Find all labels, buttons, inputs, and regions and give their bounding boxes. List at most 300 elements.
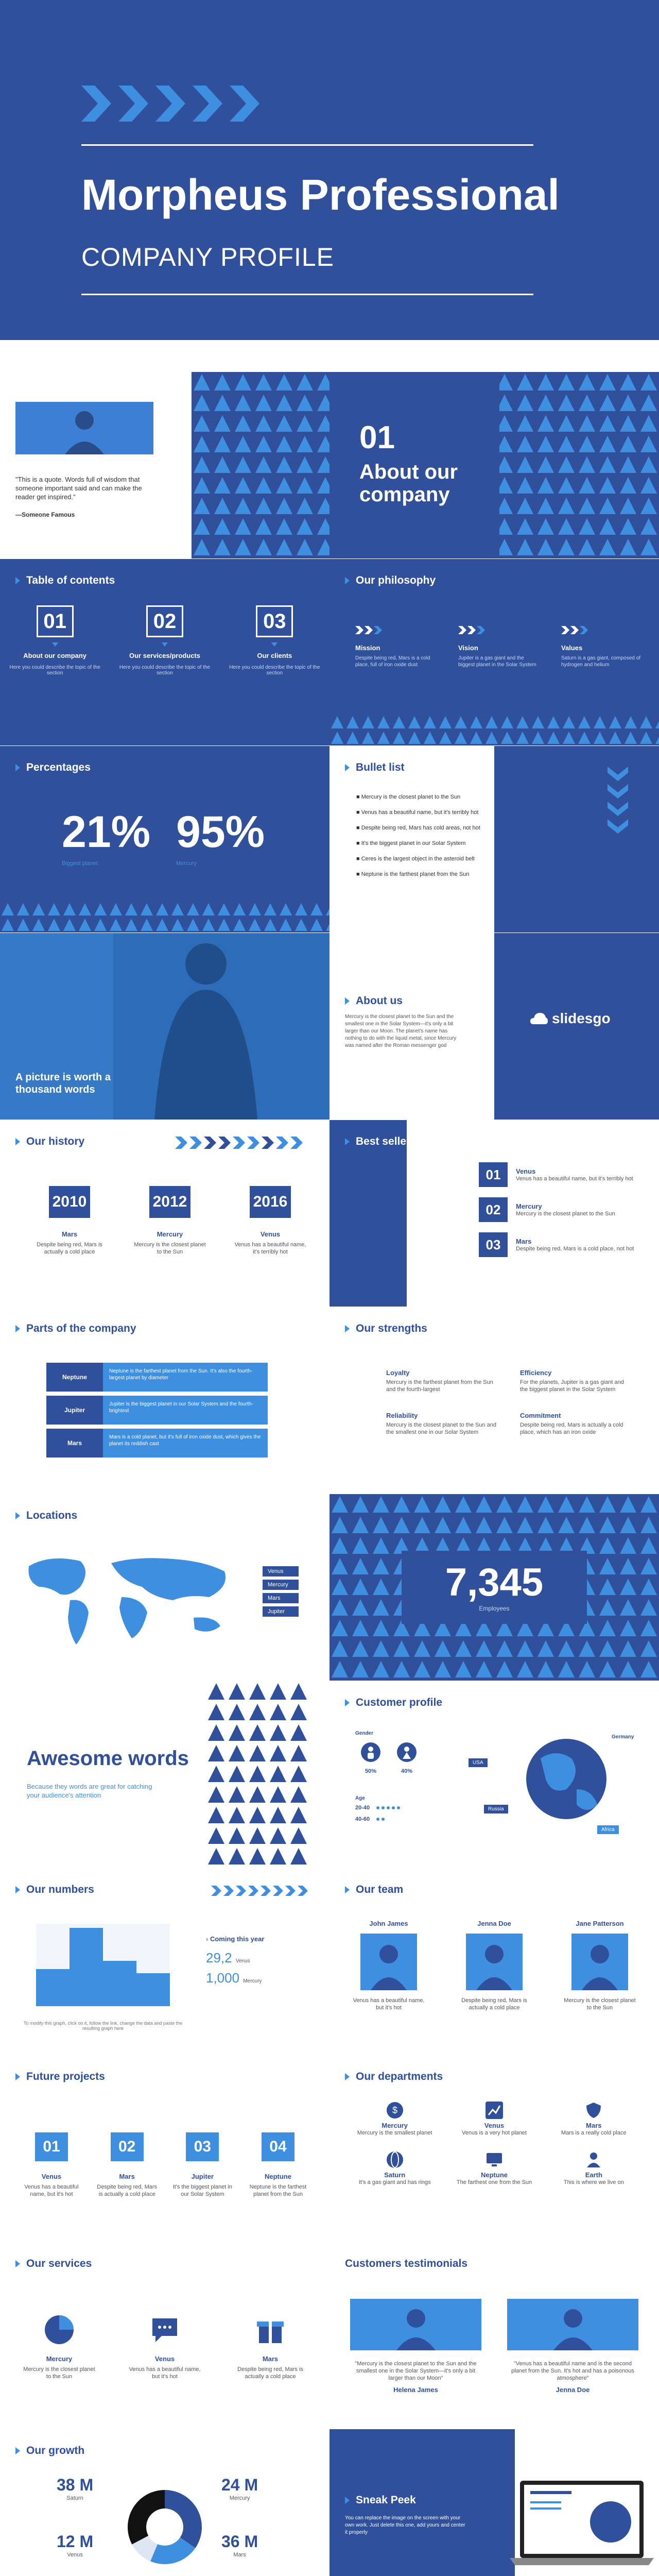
numbers-v2-label: Mercury: [243, 1978, 262, 1984]
testimonial-quote: "Mercury is the closest planet to the Sun and the smallest one in the Solar System—it's only a bit larger than our Moon": [355, 2361, 477, 2381]
parts-desc: Neptune is the farthest planet from the Sun. It's also the fourth-largest planet by diameter: [103, 1363, 268, 1392]
future-number: 03: [186, 2132, 219, 2161]
history-label: Venus: [260, 1230, 281, 1238]
history-item: [31, 1186, 108, 1256]
gender-male: [360, 1742, 381, 1774]
slide-title: [15, 1510, 77, 1522]
region-tag: Russia: [484, 1805, 508, 1814]
parts-desc: Jupiter is the biggest planet in our Solar System and the fourth-brightest: [103, 1396, 268, 1425]
sneak-panel: [330, 2429, 515, 2576]
slide-title: [345, 1884, 403, 1896]
future-desc: It's the biggest planet in our Solar System: [172, 2184, 232, 2197]
chevron-down-icon: [162, 642, 168, 647]
bullet-item: ■ Venus has a beautiful name, but it's terribly hot: [356, 809, 479, 816]
strength-label: Efficiency: [520, 1369, 552, 1377]
service-label: Venus: [154, 2355, 175, 2363]
bullet-text: Venus has a beautiful name, but it's terribly hot: [361, 809, 479, 816]
chevron-icon: [345, 1325, 350, 1332]
history-desc: Despite being red, Mars is actually a cold place: [37, 1242, 102, 1255]
future-label: Neptune: [264, 2173, 291, 2180]
triangle-pattern-graphic: [0, 902, 330, 933]
cover-chevrons: [81, 86, 267, 122]
future-items: [21, 2132, 309, 2198]
growth-stat: [57, 2532, 93, 2558]
philosophy-label: Values: [561, 644, 583, 652]
slide-title: [15, 574, 115, 587]
member-photo-icon: [571, 1934, 628, 1990]
section-number: 01: [359, 420, 395, 455]
quote-photo: [15, 402, 153, 454]
future-number: 04: [262, 2132, 294, 2161]
philosophy-item: [561, 626, 644, 668]
team-title: Our team: [356, 1884, 404, 1895]
customer-profile-slide[interactable]: [330, 1681, 659, 1868]
seller-number: 03: [479, 1232, 508, 1257]
history-item: [232, 1186, 309, 1256]
growth-slide[interactable]: [0, 2429, 330, 2576]
slide-title: [345, 2258, 467, 2270]
service-label: Mercury: [46, 2355, 73, 2363]
about-us-slide[interactable]: [330, 933, 659, 1120]
history-timeline: [31, 1186, 309, 1256]
growth-stat: [221, 2532, 258, 2558]
chevron-icon: [345, 1699, 350, 1706]
future-item: [247, 2132, 309, 2198]
cover-divider-bottom: [81, 294, 533, 295]
department-item: [350, 2102, 439, 2137]
toc-desc: Here you could describe the topic of the section: [9, 665, 100, 676]
pie-chart-icon: [44, 2314, 75, 2345]
numbers-row: [206, 1950, 264, 1966]
departments-title: Our departments: [356, 2071, 443, 2082]
bullet-item: ■ Ceres is the largest object in the asteroid belt: [356, 856, 475, 862]
male-icon: [360, 1742, 381, 1762]
member-photo-icon: [466, 1934, 523, 1990]
triangle-pattern-graphic: [330, 715, 659, 745]
bar-D: [136, 1973, 170, 2006]
location-tag: Mercury: [263, 1580, 299, 1590]
coming-text: Coming this year: [210, 1935, 265, 1943]
toc-desc: Here you could describe the topic of the section: [229, 665, 320, 676]
best-sellers-slide[interactable]: [330, 1120, 659, 1307]
chevron-arrows-icon: [211, 1886, 319, 1896]
testimonial-photo-icon: [507, 2299, 638, 2350]
region-tag: USA: [469, 1758, 488, 1767]
numbers-v1: 29,2: [206, 1950, 232, 1965]
slide-title: [15, 2258, 92, 2270]
bullet-item: ■ Despite being red, Mars has cold areas, not hot: [356, 825, 480, 831]
history-label: Mars: [61, 1230, 78, 1238]
toc-label: About our company: [23, 652, 87, 659]
female-icon: [396, 1742, 417, 1762]
strength-label: Commitment: [520, 1412, 561, 1419]
bullet-item: ■ Mercury is the closest planet to the Sun: [356, 794, 461, 800]
numbers-bar-chart: [26, 1913, 180, 2016]
history-label: Mercury: [157, 1230, 183, 1238]
region-tag: Germany: [608, 1733, 638, 1741]
parts-desc: Mars is a cold planet, but it's full of iron oxide dust, which gives the planet its reddish cast: [103, 1429, 268, 1458]
member-name: Jenna Doe: [477, 1920, 511, 1927]
chevron-arrows-icon: [561, 626, 602, 634]
bar-B: [70, 1928, 103, 2006]
locations-slide[interactable]: [0, 1494, 330, 1681]
member-photo-icon: [360, 1934, 417, 1990]
location-tag: Jupiter: [263, 1606, 299, 1617]
location-tag: Venus: [263, 1566, 299, 1577]
strength-desc: For the planets, Jupiter is a gas giant and the biggest planet in the Solar System: [520, 1379, 624, 1393]
chevron-right-icon: ›: [206, 1935, 209, 1943]
location-tag: Mars: [263, 1593, 299, 1603]
toc-number: 01: [37, 605, 74, 637]
chat-bubble-icon: [149, 2314, 180, 2345]
age-range: 20-40: [355, 1805, 370, 1811]
parts-of-company-slide[interactable]: [0, 1307, 330, 1494]
region-tag: Africa: [597, 1825, 619, 1834]
strength-desc: Despite being red, Mars is actually a cold place, which has an iron oxide: [520, 1422, 623, 1435]
growth-value: 36 M: [221, 2532, 258, 2551]
chevron-icon: [15, 2073, 20, 2080]
our-numbers-slide[interactable]: [0, 1868, 330, 2055]
slide-title: [15, 2445, 84, 2457]
toc-label: Our clients: [257, 652, 292, 659]
growth-value: 12 M: [57, 2532, 94, 2551]
svg-text:$: $: [392, 2105, 397, 2115]
male-pct: 50%: [365, 1768, 377, 1774]
philosophy-slide[interactable]: [330, 559, 659, 745]
quote-text: "This is a quote. Words full of wisdom that someone important said and can make the reader get inspired.": [15, 476, 142, 501]
cover-slide[interactable]: [0, 0, 659, 340]
philosophy-label: Vision: [458, 644, 478, 652]
seller-desc: Despite being red, Mars is a cold place, not hot: [516, 1245, 634, 1252]
toc-desc: Here you could describe the topic of the section: [119, 665, 211, 676]
bullet-item: ■ Neptune is the farthest planet from the Sun: [356, 871, 470, 877]
team-member: [561, 1920, 638, 2011]
parts-row: [46, 1363, 268, 1392]
strength-item: [386, 1369, 499, 1393]
services-title: Our services: [26, 2258, 92, 2269]
stat-label: Employees: [479, 1605, 510, 1612]
globe-icon: [525, 1738, 608, 1820]
strengths-grid: [386, 1369, 633, 1436]
growth-value: 24 M: [221, 2476, 258, 2494]
parts-title: Parts of the company: [26, 1323, 136, 1334]
growth-stat: [57, 2476, 93, 2502]
chevron-icon: [345, 764, 350, 771]
chevron-icon: [345, 2073, 350, 2080]
testimonials-slide[interactable]: [330, 2242, 659, 2429]
person-icon: [585, 2151, 602, 2168]
gift-icon: [255, 2314, 286, 2345]
age-label: Age: [355, 1795, 365, 1801]
testimonial-item: [507, 2299, 638, 2394]
department-desc: Mercury is the smallest planet: [357, 2130, 432, 2136]
bar-A: [36, 1969, 70, 2006]
future-label: Jupiter: [191, 2173, 214, 2180]
chevron-icon: [345, 1138, 350, 1145]
department-label: Neptune: [480, 2171, 508, 2179]
department-label: Saturn: [384, 2171, 406, 2179]
sneak-text: You can replace the image on the screen with your own work. Just delete this one, add yours and center it properly: [345, 2515, 465, 2535]
dollar-icon: [386, 2102, 404, 2119]
service-label: Mars: [262, 2355, 279, 2363]
slidesgo-logo: [530, 1010, 611, 1027]
toc-item[interactable]: [118, 605, 211, 676]
growth-stat: [221, 2476, 258, 2502]
gender-female: [396, 1742, 417, 1774]
laptop-mockup-icon: [510, 2481, 654, 2576]
service-item: [232, 2314, 309, 2380]
testimonial-quote: "Venus has a beautiful name and is the second planet from the Sun. It's hot and has a poisonous atmosphere": [511, 2361, 634, 2381]
logo-text: slidesgo: [552, 1010, 611, 1026]
department-desc: It's a gas giant and has rings: [358, 2179, 431, 2185]
triangle-pattern: [192, 372, 330, 558]
strength-desc: Mercury is the closest planet to the Sun and the smallest one in our Solar System: [386, 1422, 497, 1435]
team-member: [350, 1920, 427, 2011]
chevron-icon: [15, 2260, 20, 2267]
person-photo-icon: [15, 402, 153, 454]
services-slide[interactable]: [0, 2242, 330, 2429]
about-company-slide[interactable]: [330, 372, 659, 558]
slide-title: [345, 1323, 427, 1335]
member-desc: Venus has a beautiful name, but it's hot: [353, 1997, 425, 2011]
service-item: [126, 2314, 203, 2380]
about-us-title: About us: [356, 995, 403, 1007]
strength-item: [520, 1369, 633, 1393]
chevron-icon: [15, 1512, 20, 1519]
cloud-icon: [530, 1012, 548, 1025]
chevron-down-icon: [271, 642, 278, 647]
parts-label: Jupiter: [46, 1396, 103, 1425]
chevron-down-stack-icon: [608, 767, 628, 854]
stat-value: 7,345: [445, 1561, 544, 1604]
age-dots-icon: [376, 1806, 417, 1810]
history-slide[interactable]: [0, 1120, 330, 1307]
chevron-icon: [15, 577, 20, 584]
department-desc: Mars is a really cold place: [561, 2130, 627, 2136]
percentage-label-b: Mercury: [176, 860, 197, 867]
age-range: 40-60: [355, 1816, 370, 1822]
sellers-side-panel: [330, 1120, 407, 1307]
bar-C: [103, 1961, 136, 2006]
strengths-slide[interactable]: [330, 1307, 659, 1494]
slide-title: [15, 1323, 136, 1335]
parts-label: Mars: [46, 1429, 103, 1458]
testimonial-items: [350, 2299, 638, 2394]
history-title: Our history: [26, 1136, 85, 1147]
history-year: 2016: [250, 1186, 291, 1218]
slide-title: [345, 1697, 442, 1709]
female-pct: 40%: [401, 1768, 413, 1774]
picture-slide[interactable]: [0, 933, 330, 1120]
cover-title: Morpheus Professional: [81, 171, 560, 219]
future-desc: Venus has a beautiful name, but it's hot: [24, 2184, 79, 2197]
chevron-icon: [15, 764, 20, 771]
growth-donut-chart: [124, 2486, 206, 2568]
numbers-v2: 1,000: [206, 1970, 240, 1986]
numbers-title: Our numbers: [26, 1884, 94, 1895]
age-dots-icon: [376, 1817, 417, 1821]
department-desc: This is where we live on: [563, 2179, 624, 2185]
department-item: [449, 2102, 539, 2137]
departments-slide[interactable]: [330, 2055, 659, 2242]
triangle-pattern-graphic: [192, 372, 330, 558]
philosophy-desc: Saturn is a gas giant, composed of hydrogen and helium: [561, 655, 640, 668]
slide-title: [345, 1136, 417, 1148]
chevron-icon: [15, 1138, 20, 1145]
departments-grid: [350, 2102, 638, 2186]
history-desc: Mercury is the closest planet to the Sun: [134, 1242, 206, 1255]
slide-title: [15, 761, 91, 774]
parts-row: [46, 1396, 268, 1425]
slide-title: [345, 2494, 416, 2506]
section-title: About our company: [359, 461, 458, 506]
chevron-down-icon: [52, 642, 58, 647]
team-member: [456, 1920, 533, 2011]
percentage-value-a: 21%: [62, 807, 151, 857]
member-desc: Mercury is the closest planet to the Sun: [564, 1997, 636, 2011]
future-item: [96, 2132, 158, 2198]
service-desc: Mercury is the closest planet to the Sun: [23, 2366, 95, 2380]
monitor-icon: [485, 2151, 503, 2168]
age-row: [355, 1805, 417, 1811]
growth-label: Saturn: [66, 2495, 83, 2501]
member-name: John James: [369, 1920, 408, 1927]
toc-items: [0, 605, 330, 676]
bullet-text: It's the biggest planet in our Solar System: [361, 840, 466, 846]
testimonials-title: Customers testimonials: [345, 2258, 468, 2269]
chevron-icon: [15, 1886, 20, 1893]
slide-title: [345, 761, 405, 774]
chevron-icon: [345, 2497, 350, 2504]
testimonial-photo-icon: [350, 2299, 481, 2350]
seller-desc: Venus has a beautiful name, but it's terribly hot: [516, 1175, 633, 1182]
slide-title: [345, 995, 403, 1007]
history-desc: Venus has a beautiful name, it's terribly hot: [234, 1242, 306, 1255]
seller-label: Venus: [516, 1167, 536, 1175]
shield-icon: [585, 2102, 602, 2119]
department-label: Mercury: [381, 2122, 408, 2129]
future-label: Venus: [41, 2173, 62, 2180]
seller-item: [479, 1232, 644, 1257]
toc-number: 02: [146, 605, 183, 637]
customer-title: Customer profile: [356, 1697, 443, 1708]
bullets-side-panel: [494, 746, 659, 933]
chevron-icon: [345, 577, 350, 584]
parts-label: Neptune: [46, 1363, 103, 1392]
sneak-peek-slide[interactable]: [330, 2429, 659, 2576]
philosophy-desc: Despite being red, Mars is a cold place, full of iron oxide dust: [355, 655, 430, 668]
quote-slide[interactable]: [0, 372, 330, 558]
gender-label: Gender: [355, 1731, 374, 1736]
coming-label: [206, 1935, 264, 1943]
strength-item: [386, 1412, 499, 1436]
department-item: [449, 2151, 539, 2186]
department-label: Mars: [586, 2122, 602, 2129]
growth-label: Mars: [233, 2552, 246, 2558]
bullet-list-slide[interactable]: [330, 746, 659, 933]
percentage-value-b: 95%: [176, 807, 265, 857]
chevron-arrows-icon: [81, 86, 267, 122]
department-desc: Venus is a very hot planet: [462, 2130, 527, 2136]
chevron-icon: [15, 2447, 20, 2454]
slide-title: [345, 574, 436, 587]
toc-label: Our services/products: [129, 652, 200, 659]
strength-label: Loyalty: [386, 1369, 410, 1377]
growth-value: 38 M: [57, 2476, 94, 2494]
percentages-slide[interactable]: [0, 746, 330, 933]
bullet-text: Neptune is the farthest planet from the Sun: [361, 871, 470, 877]
philosophy-title: Our philosophy: [356, 574, 436, 586]
age-row: [355, 1816, 417, 1822]
triangle-pattern-graphic: [206, 1681, 309, 1868]
age-stats: [355, 1805, 417, 1822]
seller-item: [479, 1197, 644, 1222]
future-number: 02: [111, 2132, 144, 2161]
donut-hole: [146, 2509, 183, 2546]
bullet-text: Mercury is the closest planet to the Sun: [361, 794, 461, 800]
toc-item[interactable]: [9, 605, 101, 676]
table-of-contents-slide[interactable]: [0, 559, 330, 745]
department-label: Earth: [585, 2171, 602, 2179]
strength-label: Reliability: [386, 1412, 418, 1419]
slide-title: [15, 2071, 105, 2083]
world-map-icon: [19, 1551, 235, 1649]
toc-title: Table of contents: [26, 574, 115, 586]
history-year: 2010: [49, 1186, 90, 1218]
future-title: Future projects: [26, 2071, 105, 2082]
employees-stat-slide[interactable]: [330, 1494, 659, 1681]
strengths-title: Our strengths: [356, 1323, 427, 1334]
chevron-icon: [15, 1325, 20, 1332]
department-desc: The farthest one from the Sun: [456, 2179, 532, 2185]
philosophy-label: Mission: [355, 644, 380, 652]
testimonial-name: Jenna Doe: [556, 2386, 590, 2394]
cover-subtitle: COMPANY PROFILE: [81, 243, 335, 272]
our-team-slide[interactable]: [330, 1868, 659, 2055]
about-us-text: Mercury is the closest planet to the Sun and the smallest one in the Solar System—it's only a bit larger than our Moon. The planet's name has nothing to do with the liquid metal, since Mercury was named after the Roman messenger god: [345, 1014, 457, 1048]
service-desc: Venus has a beautiful name, but it's hot: [129, 2366, 201, 2380]
bullets-card: [345, 777, 494, 916]
slide-title: [15, 1884, 94, 1896]
history-item: [131, 1186, 209, 1256]
member-desc: Despite being red, Mars is actually a cold place: [461, 1997, 527, 2011]
chevron-icon: [345, 997, 350, 1005]
sneak-title: Sneak Peek: [356, 2494, 416, 2506]
location-tags: [242, 1566, 319, 1617]
growth-label: Venus: [67, 2552, 83, 2558]
department-item: [549, 2102, 638, 2137]
awesome-words-slide[interactable]: [0, 1681, 330, 1868]
seller-item: [479, 1162, 644, 1187]
service-desc: Despite being red, Mars is actually a cold place: [237, 2366, 303, 2380]
testimonial-item: [350, 2299, 481, 2394]
future-projects-slide[interactable]: [0, 2055, 330, 2242]
growth-title: Our growth: [26, 2445, 85, 2456]
services-items: [21, 2314, 309, 2380]
bullet-item: ■ It's the biggest planet in our Solar System: [356, 840, 466, 846]
service-item: [21, 2314, 98, 2380]
chart-up-icon: [485, 2102, 503, 2119]
future-desc: Neptune is the farthest planet from the Sun: [249, 2184, 307, 2197]
slide-title: [15, 1136, 84, 1148]
sellers-list: [479, 1162, 644, 1257]
seller-label: Mercury: [516, 1202, 542, 1210]
toc-item[interactable]: [228, 605, 321, 676]
chevron-icon: [345, 1886, 350, 1893]
bullet-text: Ceres is the largest object in the asteroid belt: [361, 856, 475, 862]
member-name: Jane Patterson: [576, 1920, 624, 1927]
future-item: [171, 2132, 233, 2198]
